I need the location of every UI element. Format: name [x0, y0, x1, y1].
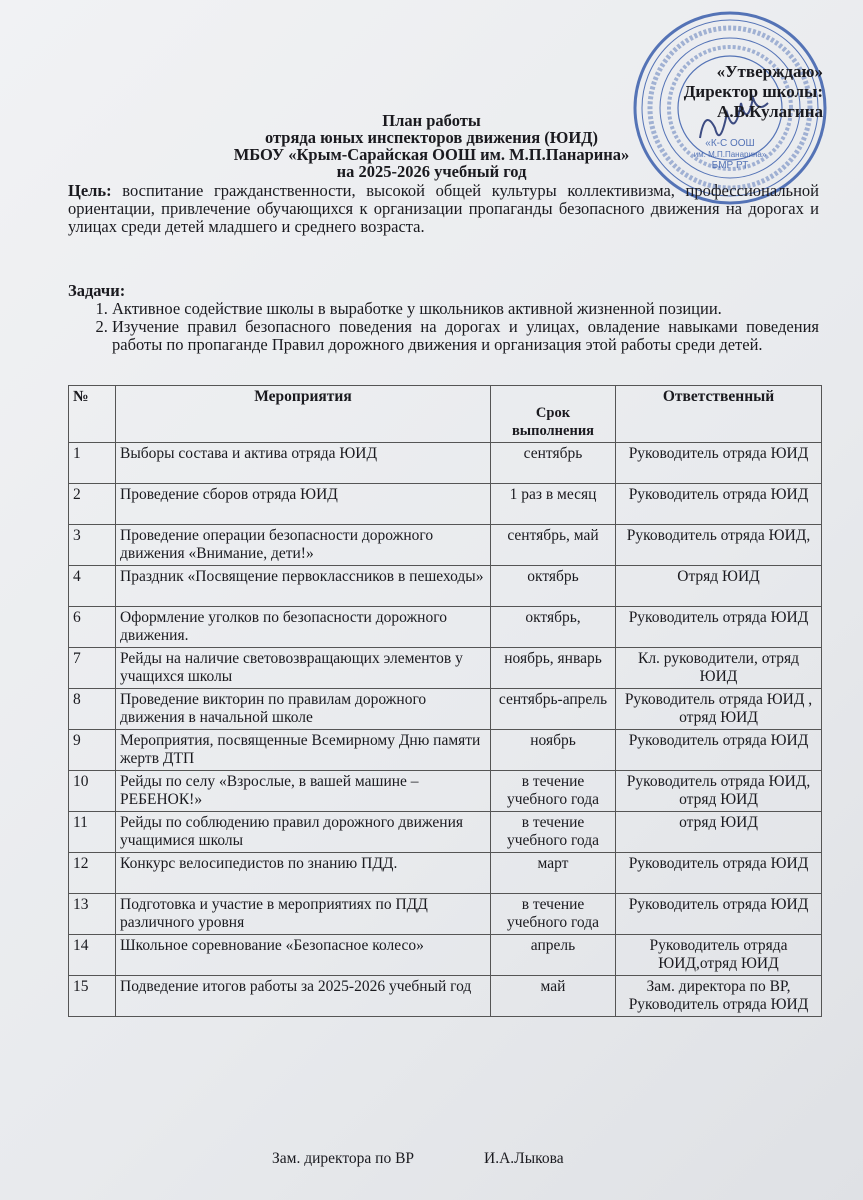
table-row [69, 976, 822, 1017]
goal-paragraph [68, 182, 819, 236]
table-row [69, 525, 822, 566]
row-event: Оформление уголков по безопасности дорожного движения. [116, 607, 491, 648]
svg-text:«К-С ООШ: «К-С ООШ [705, 138, 755, 149]
table-row [69, 689, 822, 730]
task-item: 1. Активное содействие школы в выработке у школьников активной жизненной позиции. [112, 300, 819, 318]
row-number: 4 [69, 566, 116, 607]
row-responsible: Руководитель отряда ЮИД [616, 443, 822, 484]
row-number: 11 [69, 812, 116, 853]
svg-text:им. М.П.Панарина»: им. М.П.Панарина» [693, 150, 767, 159]
footer-signature [272, 1150, 634, 1168]
row-number: 15 [69, 976, 116, 1017]
row-date: март [491, 853, 616, 894]
row-responsible: Руководитель отряда ЮИД [616, 853, 822, 894]
row-event: Рейды по соблюдению правил дорожного движения учащимися школы [116, 812, 491, 853]
header-number: № [69, 386, 116, 443]
row-date: ноябрь, январь [491, 648, 616, 689]
row-number: 3 [69, 525, 116, 566]
table-row [69, 566, 822, 607]
row-number: 9 [69, 730, 116, 771]
table-row [69, 443, 822, 484]
row-event: Конкурс велосипедистов по знанию ПДД. [116, 853, 491, 894]
row-date: ноябрь [491, 730, 616, 771]
row-responsible: Зам. директора по ВР, Руководитель отряда ЮИД [616, 976, 822, 1017]
goal-text: воспитание гражданственности, высокой общей культуры коллективизма, профессиональной ориентации, привлечение обучающихся к организации пропаганды безопасного движения на дорогах и улицах среди детей младшего и среднего возраста. [68, 181, 819, 236]
row-number: 6 [69, 607, 116, 648]
row-date: в течение учебного года [491, 771, 616, 812]
row-event: Мероприятия, посвященные Всемирному Дню памяти жертв ДТП [116, 730, 491, 771]
row-responsible: Руководитель отряда ЮИД [616, 894, 822, 935]
row-date: 1 раз в месяц [491, 484, 616, 525]
row-event: Проведение сборов отряда ЮИД [116, 484, 491, 525]
title-line: План работы [382, 111, 481, 130]
row-date: октябрь, [491, 607, 616, 648]
row-number: 1 [69, 443, 116, 484]
row-date: сентябрь-апрель [491, 689, 616, 730]
footer-position: Зам. директора по ВР [272, 1150, 415, 1167]
row-event: Проведение викторин по правилам дорожного движения в начальной школе [116, 689, 491, 730]
row-date: сентябрь [491, 443, 616, 484]
approval-line: «Утверждаю» [716, 62, 823, 81]
row-date: в течение учебного года [491, 812, 616, 853]
header-responsible: Ответственный [616, 386, 822, 443]
row-number: 10 [69, 771, 116, 812]
table-row [69, 771, 822, 812]
row-number: 8 [69, 689, 116, 730]
row-responsible: Руководитель отряда ЮИД, отряд ЮИД [616, 771, 822, 812]
row-event: Подготовка и участие в мероприятиях по ПДД различного уровня [116, 894, 491, 935]
approval-name: А.В.Кулагина [717, 102, 823, 121]
row-number: 14 [69, 935, 116, 976]
row-event: Рейды по селу «Взрослые, в вашей машине – РЕБЕНОК!» [116, 771, 491, 812]
document-title [0, 112, 863, 180]
svg-text:БМР РТ: БМР РТ [711, 160, 749, 171]
title-line: отряда юных инспекторов движения (ЮИД) [264, 128, 599, 147]
header-event: Мероприятия [116, 386, 491, 443]
table-row [69, 853, 822, 894]
events-table [68, 385, 822, 1017]
footer-name: И.А.Лыкова [484, 1150, 564, 1167]
row-responsible: Отряд ЮИД [616, 566, 822, 607]
row-responsible: Кл. руководители, отряд ЮИД [616, 648, 822, 689]
row-event: Праздник «Посвящение первоклассников в пешеходы» [116, 566, 491, 607]
table-row [69, 935, 822, 976]
row-responsible: Руководитель отряда ЮИД [616, 484, 822, 525]
row-event: Проведение операции безопасности дорожного движения «Внимание, дети!» [116, 525, 491, 566]
row-event: Школьное соревнование «Безопасное колесо» [116, 935, 491, 976]
row-responsible: Руководитель отряда ЮИД [616, 730, 822, 771]
row-responsible: Руководитель отряда ЮИД , отряд ЮИД [616, 689, 822, 730]
row-number: 2 [69, 484, 116, 525]
header-date: Срок выполнения [491, 386, 616, 443]
row-event: Рейды на наличие световозвращающих элементов у учащихся школы [116, 648, 491, 689]
table-row [69, 648, 822, 689]
table-row [69, 484, 822, 525]
approval-position: Директор школы: [683, 82, 823, 101]
row-date: май [491, 976, 616, 1017]
table-row [69, 812, 822, 853]
row-responsible: Руководитель отряда ЮИД,отряд ЮИД [616, 935, 822, 976]
goal-label: Цель: [68, 181, 112, 200]
row-date: октябрь [491, 566, 616, 607]
row-date: апрель [491, 935, 616, 976]
tasks-label: Задачи: [68, 281, 126, 300]
table-row [69, 894, 822, 935]
row-number: 13 [69, 894, 116, 935]
table-row [69, 730, 822, 771]
row-event: Выборы состава и актива отряда ЮИД [116, 443, 491, 484]
row-number: 12 [69, 853, 116, 894]
row-number: 7 [69, 648, 116, 689]
tasks-section [68, 282, 819, 354]
row-responsible: Руководитель отряда ЮИД [616, 607, 822, 648]
row-date: сентябрь, май [491, 525, 616, 566]
task-item: 2. Изучение правил безопасного поведения на дорогах и улицах, овладение навыками поведения работы по пропаганде Правил дорожного движения и организация этой работы среди детей. [112, 318, 819, 354]
row-date: в течение учебного года [491, 894, 616, 935]
title-line: МБОУ «Крым-Сарайская ООШ им. М.П.Панарина» [233, 145, 630, 164]
table-header-row [69, 386, 822, 443]
row-responsible: Руководитель отряда ЮИД, [616, 525, 822, 566]
title-line: на 2025-2026 учебный год [336, 162, 527, 181]
table-row [69, 607, 822, 648]
row-event: Подведение итогов работы за 2025-2026 учебный год [116, 976, 491, 1017]
row-responsible: отряд ЮИД [616, 812, 822, 853]
